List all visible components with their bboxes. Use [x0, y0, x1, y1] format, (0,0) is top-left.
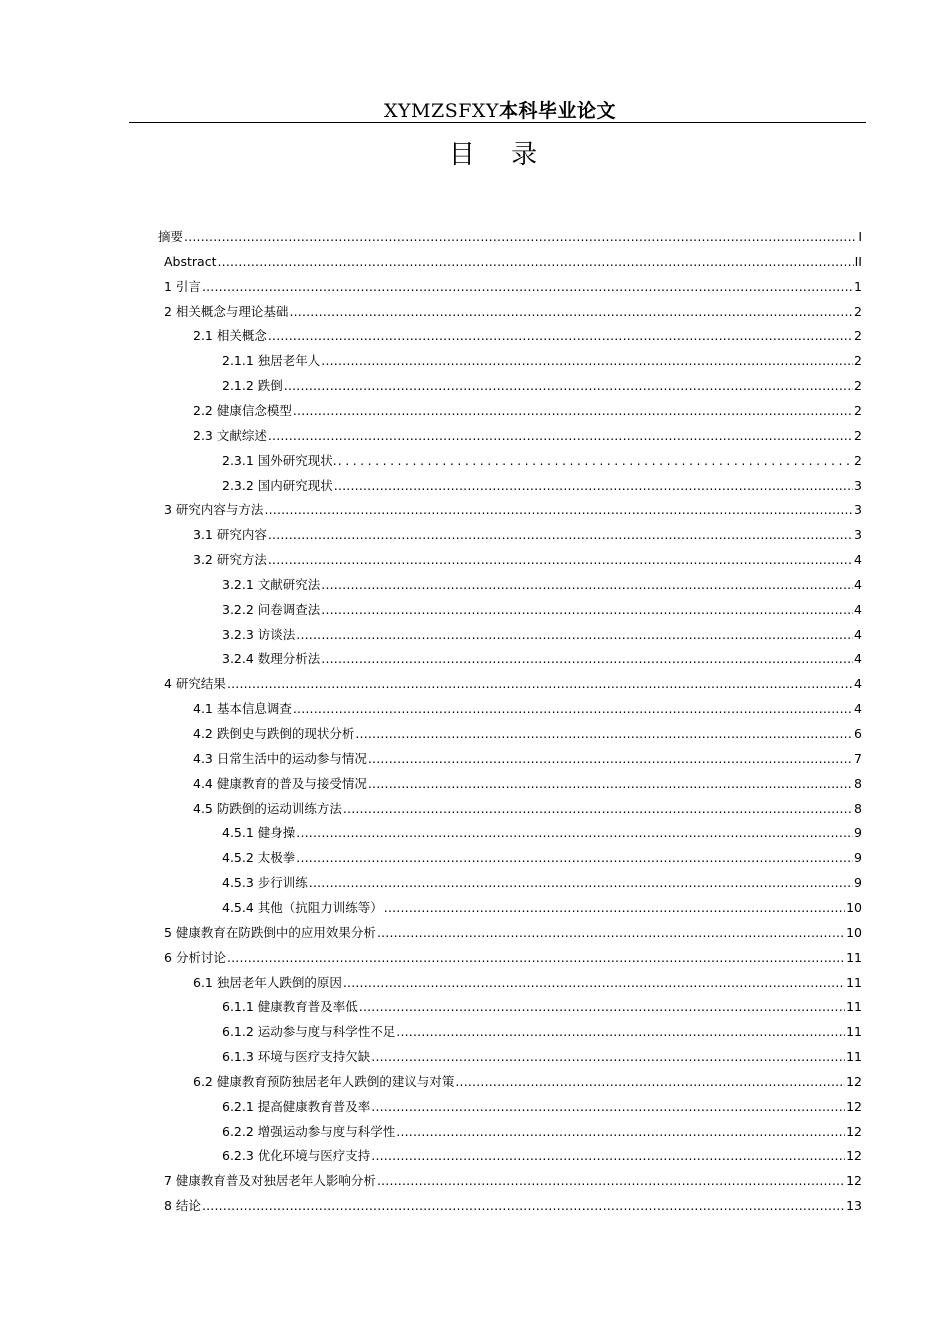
- toc-entry[interactable]: [193, 971, 862, 991]
- toc-leader-dots: [377, 925, 845, 941]
- toc-entry-title: 4.5.2 太极拳: [222, 850, 296, 866]
- toc-leader-dots: [368, 751, 853, 767]
- toc-entry-title: 6.1.2 运动参与度与科学性不足: [222, 1024, 396, 1040]
- toc-entry-title: 3.2.2 问卷调查法: [222, 601, 321, 617]
- toc-entry-title: 6.2.3 优化环境与医疗支持: [222, 1148, 371, 1164]
- toc-entry[interactable]: [222, 1020, 862, 1040]
- toc-entry-title: 4.5.4 其他（抗阻力训练等）: [222, 899, 383, 915]
- toc-entry-page: 9: [854, 850, 862, 866]
- toc-entry-title: 5 健康教育在防跌倒中的应用效果分析: [164, 924, 376, 940]
- toc-entry[interactable]: [222, 821, 862, 841]
- toc-entry-page: 4: [854, 576, 862, 592]
- toc-entry-title: 7 健康教育普及对独居老年人影响分析: [164, 1173, 376, 1189]
- toc-entry-page: 3: [854, 502, 862, 518]
- toc-entry[interactable]: [193, 324, 862, 344]
- toc-entry-page: 2: [854, 452, 862, 468]
- toc-entry-page: I: [858, 229, 862, 244]
- toc-entry[interactable]: [222, 871, 862, 891]
- toc-entry[interactable]: [164, 1194, 862, 1214]
- toc-entry-page: 4: [854, 552, 862, 568]
- toc-leader-dots: [202, 1198, 845, 1214]
- toc-entry[interactable]: [193, 772, 862, 792]
- toc-entry[interactable]: [193, 797, 862, 817]
- toc-entry-page: 11: [846, 949, 862, 965]
- toc-leader-dots: [296, 850, 853, 866]
- toc-entry-title: 6.2 健康教育预防独居老年人跌倒的建议与对策: [193, 1073, 455, 1089]
- toc-entry[interactable]: [164, 498, 862, 518]
- toc-entry-page: 4: [854, 676, 862, 692]
- toc-entry[interactable]: [158, 225, 862, 245]
- toc-entry[interactable]: [164, 921, 862, 941]
- toc-entry[interactable]: [193, 722, 862, 742]
- toc-entry-title: 8 结论: [164, 1198, 201, 1214]
- toc-leader-dots: [321, 577, 853, 593]
- toc-leader-dots: [355, 726, 853, 742]
- toc-entry[interactable]: [222, 647, 862, 667]
- toc-entry[interactable]: [222, 1120, 862, 1140]
- toc-leader-dots: [377, 1173, 845, 1189]
- toc-entry-title: 摘要: [158, 229, 184, 244]
- toc-entry-title: 6.2.2 增强运动参与度与科学性: [222, 1123, 396, 1139]
- header-prefix: XYMZSFXY: [383, 100, 499, 122]
- toc-entry[interactable]: [222, 349, 862, 369]
- toc-entry-title: 6.1.1 健康教育普及率低: [222, 999, 358, 1015]
- toc-entry[interactable]: [222, 846, 862, 866]
- toc-leader-dots: [371, 1049, 845, 1065]
- toc-leader-dots: [268, 527, 853, 543]
- toc-leader-dots: [264, 502, 853, 518]
- toc-entry-page: 3: [854, 477, 862, 493]
- toc-entry-page: 8: [854, 775, 862, 791]
- toc-entry[interactable]: [164, 275, 862, 295]
- toc-leader-dots: [368, 776, 853, 792]
- toc-entry-page: 9: [854, 875, 862, 891]
- toc-entry[interactable]: [193, 399, 862, 419]
- toc-entry[interactable]: [193, 1070, 862, 1090]
- toc-entry-page: 11: [846, 1049, 862, 1065]
- page-header: [0, 96, 950, 123]
- toc-leader-dots: [321, 602, 853, 618]
- toc-entry[interactable]: [222, 995, 862, 1015]
- toc-leader-dots: [343, 801, 853, 817]
- toc-entry-page: 4: [854, 601, 862, 617]
- toc-entry-page: 2: [854, 402, 862, 418]
- toc-leader-dots: [359, 999, 845, 1015]
- toc-entry-title: 3.1 研究内容: [193, 527, 267, 543]
- toc-entry-title: 4.1 基本信息调查: [193, 701, 292, 717]
- toc-entry-page: 12: [846, 1173, 862, 1189]
- toc-entry[interactable]: [193, 747, 862, 767]
- toc-entry-page: 12: [846, 1148, 862, 1164]
- toc-entry-title: 2.3 文献综述: [193, 427, 267, 443]
- toc-leader-dots: [268, 328, 853, 344]
- toc-leader-dots: [227, 676, 853, 692]
- toc-entry-page: 2: [854, 378, 862, 394]
- toc-entry[interactable]: [222, 1144, 862, 1164]
- toc-entry-page: 13: [846, 1198, 862, 1214]
- toc-leader-dots: [184, 229, 857, 245]
- toc-entry[interactable]: [193, 523, 862, 543]
- toc-entry-title: 2.1.1 独居老年人: [222, 353, 321, 369]
- toc-leader-dots: [396, 1024, 845, 1040]
- toc-leader-dots: [371, 1099, 845, 1115]
- toc-entry-title: 3.2.4 数理分析法: [222, 651, 321, 667]
- toc-entry[interactable]: [222, 449, 862, 469]
- toc-entry[interactable]: [164, 672, 862, 692]
- toc-entry-page: 2: [854, 353, 862, 369]
- toc-leader-dots: [289, 304, 853, 320]
- toc-entry-page: 6: [854, 726, 862, 741]
- toc-entry-title: 2.1 相关概念: [193, 328, 267, 344]
- toc-entry[interactable]: [222, 573, 862, 593]
- toc-entry[interactable]: [193, 424, 862, 444]
- toc-leader-dots: [396, 1124, 845, 1140]
- toc-leader-dots: [296, 627, 853, 643]
- toc-leader-dots: [384, 900, 845, 916]
- toc-leader-dots: [455, 1074, 845, 1090]
- toc-leader-dots: [321, 651, 853, 667]
- toc-entry[interactable]: [164, 250, 862, 270]
- toc-entry-page: 9: [854, 825, 862, 841]
- toc-leader-dots: [293, 701, 853, 717]
- toc-entry-page: 4: [854, 626, 862, 642]
- toc-title: 目 录: [448, 140, 552, 170]
- toc-entry-page: 2: [854, 328, 862, 344]
- toc-entry-title: 6.2.1 提高健康教育普及率: [222, 1098, 371, 1114]
- toc-entry-title: Abstract: [164, 253, 217, 269]
- toc-entry-title: 1 引言: [164, 278, 201, 294]
- toc-entry-title: 3.2.3 访谈法: [222, 626, 296, 642]
- toc-entry-title: 4.5 防跌倒的运动训练方法: [193, 800, 342, 816]
- toc-entry[interactable]: [222, 474, 862, 494]
- toc-entry-title: 3.2.1 文献研究法: [222, 576, 321, 592]
- toc-entry-page: 8: [854, 800, 862, 816]
- toc-leader-dots: [217, 254, 853, 270]
- toc-entry[interactable]: [222, 623, 862, 643]
- toc-entry[interactable]: [193, 697, 862, 717]
- toc-entry-title: 4.5.3 步行训练: [222, 875, 308, 891]
- toc-entry[interactable]: [164, 946, 862, 966]
- toc-entry[interactable]: [222, 374, 862, 394]
- toc-entry-page: 12: [846, 1098, 862, 1114]
- toc-leader-dots: [293, 403, 853, 419]
- toc-leader-dots: [227, 950, 845, 966]
- toc-leader-dots: [284, 378, 853, 394]
- toc-entry-title: 3 研究内容与方法: [164, 502, 264, 518]
- toc-entry-page: 10: [846, 924, 862, 940]
- toc-entry[interactable]: [164, 300, 862, 320]
- toc-entry-title: 2 相关概念与理论基础: [164, 303, 289, 319]
- toc-entry-page: 12: [846, 1073, 862, 1089]
- toc-entry[interactable]: [222, 896, 862, 916]
- toc-leader-dots: [343, 975, 845, 991]
- toc-entry-title: 2.3.1 国外研究现状.: [222, 452, 337, 468]
- toc-entry-title: 4 研究结果: [164, 676, 226, 692]
- toc-entry-page: 12: [846, 1123, 862, 1139]
- toc-entry-title: 4.2 跌倒史与跌倒的现状分析: [193, 726, 355, 741]
- toc-entry-title: 2.3.2 国内研究现状: [222, 477, 333, 493]
- toc-entry-title: 6.1.3 环境与医疗支持欠缺: [222, 1049, 371, 1065]
- toc-entry-page: 11: [846, 999, 862, 1015]
- toc-entry-title: 2.1.2 跌倒: [222, 378, 283, 394]
- toc-entry-page: 3: [854, 527, 862, 543]
- toc-entry-page: 7: [854, 750, 862, 766]
- toc-entry-page: 2: [854, 303, 862, 319]
- toc-entry-page: 11: [846, 974, 862, 990]
- toc-leader-dots: [338, 453, 853, 469]
- toc-leader-dots: [371, 1148, 845, 1164]
- toc-entry-page: 4: [854, 651, 862, 667]
- header-rule: [129, 122, 866, 123]
- toc-entry-page: 11: [846, 1024, 862, 1040]
- toc-leader-dots: [309, 875, 853, 891]
- toc-leader-dots: [202, 279, 853, 295]
- toc-entry[interactable]: [222, 1095, 862, 1115]
- toc-entry-page: 4: [854, 701, 862, 717]
- toc-entry-title: 6.1 独居老年人跌倒的原因: [193, 974, 342, 990]
- toc-entry[interactable]: [193, 548, 862, 568]
- toc-entry-title: 4.4 健康教育的普及与接受情况: [193, 775, 367, 791]
- toc-entry-title: 3.2 研究方法: [193, 552, 267, 568]
- toc-leader-dots: [268, 552, 853, 568]
- toc-entry-title: 4.5.1 健身操: [222, 825, 296, 841]
- toc-entry[interactable]: [222, 598, 862, 618]
- toc-leader-dots: [334, 478, 853, 494]
- toc-entry[interactable]: [222, 1045, 862, 1065]
- toc-entry-title: 4.3 日常生活中的运动参与情况: [193, 750, 367, 766]
- toc-entry-page: 2: [854, 427, 862, 443]
- toc-leader-dots: [296, 825, 853, 841]
- header-suffix: 本科毕业论文: [498, 100, 616, 122]
- toc-entry-page: 1: [854, 278, 862, 294]
- toc-leader-dots: [321, 353, 853, 369]
- toc-leader-dots: [268, 428, 853, 444]
- toc-entry-page: 10: [846, 899, 862, 915]
- toc-entry-title: 6 分析讨论: [164, 949, 226, 965]
- toc-entry[interactable]: [164, 1169, 862, 1189]
- toc-entry-title: 2.2 健康信念模型: [193, 402, 292, 418]
- toc-entry-page: II: [854, 253, 862, 269]
